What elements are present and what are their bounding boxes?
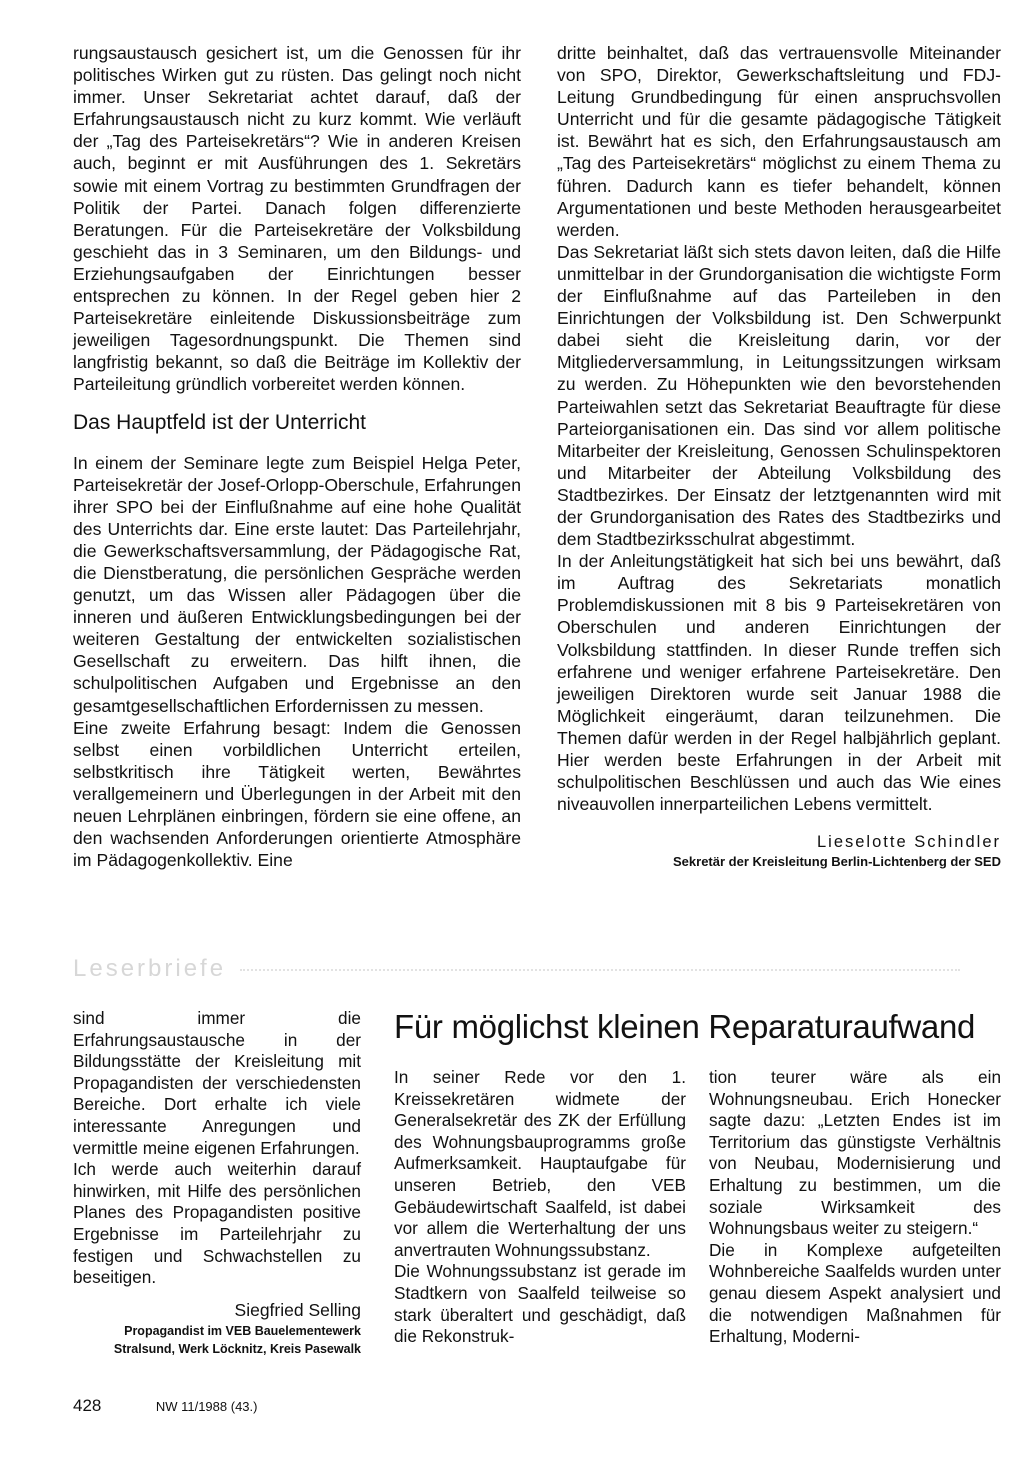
bottom-left-column [73, 1008, 361, 1358]
author-role: Propagandist im VEB Bauelementewerk [124, 1323, 361, 1338]
top-right-column [557, 42, 1001, 871]
issue-reference: NW 11/1988 (43.) [155, 1399, 258, 1414]
paragraph: Die in Komplexe aufgeteilten Wohnbereiche Saalfelds wurden unter genau diesem Aspekt analysiert und die notwendigen Maßnahmen für Erhaltung, Moderni- [709, 1239, 1001, 1347]
paragraph: Eine zweite Erfahrung besagt: Indem die Genossen selbst einen vorbildlichen Unterricht erteilen, selbstkritisch ihre Tätigkeit werten, Bewährtes verallgemeinern und Überlegungen in der Arbeit mit den neuen Lehrplänen einbringen, fördern sie eine offene, an den wachsenden Anforderungen orientierte Atmosphäre im Pädagogenkollektiv. Eine [73, 717, 521, 871]
article-headline: Für möglichst kleinen Reparaturaufwand [394, 1008, 976, 1045]
article-column-1 [394, 1067, 686, 1348]
paragraph: sind immer die Erfahrungsaustausche in der Bildungsstätte der Kreisleitung mit Propagandisten der verschiedensten Bereiche. Dort erhalte ich viele interessante Anregungen und vermittle meine eigenen Erfahrungen. [73, 1008, 361, 1158]
section-subheading: Das Hauptfeld ist der Unterricht [73, 410, 366, 434]
banner-text: Leserbriefe [73, 955, 227, 982]
paragraph: In seiner Rede vor den 1. Kreissekretären widmete der Generalsekretär des ZK der Erfüllung des Wohnungsbauprogramms große Aufmerksamkeit. Hauptaufgabe für unseren Betrieb, den VEB Gebäudewirtschaft Saalfeld, ist dabei vor allem die Werterhaltung der uns anvertrauten Wohnungssubstanz. [394, 1067, 686, 1260]
paragraph: Ich werde auch weiterhin darauf hinwirken, mit Hilfe des persönlichen Planes des Propagandisten positive Ergebnisse im Parteilehrjahr zu festigen und Schwachstellen zu beseitigen. [73, 1159, 361, 1288]
author-name: Lieselotte Schindler [816, 833, 1001, 852]
author-name: Siegfried Selling [234, 1299, 361, 1320]
paragraph: In der Anleitungstätigkeit hat sich bei uns bewährt, daß im Auftrag des Sekretariats monatlich Problemdiskussionen mit 8 bis 9 Parteisekretären von Oberschulen und anderen Einrichtungen der Volksbildung stattfinden. In dieser Runde treffen sich erfahrene und weniger erfahrene Parteisekretäre. Den jeweiligen Direktoren wurde seit Januar 1988 die Möglichkeit eingeräumt, daran teilzunehmen. Die Themen dafür werden in der Regel halbjährlich geplant. Hier werden beste Erfahrungen in der Arbeit mit schulpolitischen Beschlüssen und auch das Wie eines niveauvollen innerparteilichen Lebens vermittelt. [557, 551, 1001, 815]
paragraph: Die Wohnungssubstanz ist gerade im Stadtkern von Saalfeld teilweise so stark überaltert und geschädigt, daß die Rekonstruk- [394, 1261, 686, 1347]
author-role: Sekretär der Kreisleitung Berlin-Lichtenberg der SED [673, 854, 1001, 870]
top-left-column [73, 42, 521, 871]
page-number: 428 [73, 1396, 102, 1415]
paragraph: tion teurer wäre als ein Wohnungsneubau. Erich Honecker sagte dazu: „Letzten Endes ist im Territorium das günstigste Verhältnis von Neubau, Modernisierung und Erhaltung zu bestimmen, um die soziale Wirksamkeit des Wohnungsbaus weiter zu steigern.“ [709, 1067, 1001, 1239]
paragraph: Das Sekretariat läßt sich stets davon leiten, daß die Hilfe unmittelbar in der Grundorganisation die wichtigste Form der Einflußnahme auf das Parteileben in den Einrichtungen der Volksbildung ist. Den Schwerpunkt dabei sieht die Kreisleitung darin, vor der Mitgliederversammlung, in Leitungssitzungen wirksam zu werden. Zu Höhepunkten wie den bevorstehenden Parteiwahlen setzt das Sekretariat Beauftragte für diese Parteiorganisationen ein. Das sind vor allem politische Mitarbeiter der Kreisleitung, Genossen Schulinspektoren und Mitarbeiter der Abteilung Volksbildung des Stadtbezirkes. Der Einsatz der letztgenannten wird mit der Grundorganisation des Rates des Stadtbezirks und dem Stadtbezirksschulrat abgestimmt. [557, 241, 1001, 550]
signature-block [73, 1299, 361, 1358]
author-role: Stralsund, Werk Löcknitz, Kreis Pasewalk [113, 1341, 361, 1356]
paragraph: dritte beinhaltet, daß das vertrauensvolle Miteinander von SPO, Direktor, Gewerkschaftsleitung und FDJ-Leitung Grundbedingung für einen anspruchsvollen Unterricht und für die gesamte pädagogische Tätigkeit ist. Bewährt hat es sich, den Erfahrungsaustausch am „Tag des Parteisekretärs“ möglichst zu einem Thema zu führen. Dadurch kann es tiefer behandelt, können Argumentationen und beste Methoden herausgearbeitet werden. [557, 43, 1001, 240]
paragraph: In einem der Seminare legte zum Beispiel Helga Peter, Parteisekretär der Josef-Orlopp-Oberschule, Erfahrungen ihrer SPO bei der Einflußnahme auf eine hohe Qualität des Unterrichts dar. Eine erste lautet: Das Parteilehrjahr, die Gewerkschaftsversammlung, der Pädagogische Rat, die Dienstberatung, die persönlichen Gespräche werden genutzt, um das Wissen aller Pädagogen über die inneren und äußeren Entwicklungsbedingungen bei der weiteren Gestaltung der entwickelten sozialistischen Gesellschaft zu erweitern. Das hilft ihnen, die schulpolitischen Aufgaben und Ergebnisse an den gesamtgesellschaftlichen Erfordernissen zu messen. [73, 452, 521, 716]
signature-block [557, 831, 1001, 871]
paragraph: rungsaustausch gesichert ist, um die Genossen für ihr politisches Wirken gut zu rüsten. Das gelingt noch nicht immer. Unser Sekretariat achtet darauf, daß der Erfahrungsaustausch nicht zu kurz kommt. Wie verläuft der „Tag des Parteisekretärs“? Wie in anderen Kreisen auch, beginnt er mit Ausführungen des 1. Sekretärs sowie mit einem Vortrag zu bestimmten Grundfragen der Politik der Partei. Danach folgen differenzierte Beratungen. Für die Parteisekretäre der Volksbildung geschieht das in 3 Seminaren, um den Bildungs- und Erziehungsaufgaben der Einrichtungen besser entsprechen zu können. In der Regel geben hier 2 Parteisekretäre einleitende Diskussionsbeiträge zum jeweiligen Tagesordnungspunkt. Die Themen sind langfristig bekannt, so daß die Beiträge im Kollektiv der Parteileitung gründlich vorbereitet werden können. [73, 43, 521, 395]
article-column-2 [709, 1067, 1001, 1348]
page-footer [73, 1396, 573, 1420]
banner-rule [240, 969, 960, 971]
faded-section-banner [73, 954, 1003, 984]
